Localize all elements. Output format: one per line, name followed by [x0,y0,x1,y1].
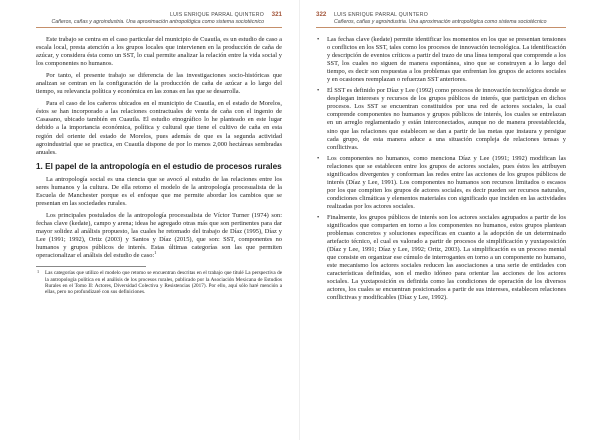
footnote-reference[interactable]: 1 [154,249,157,255]
bullet-icon: • [317,213,320,221]
footnote-text: Las categorías que utilizo el modelo que retomo se encuentran descritas en el trabajo que titulé La perspectiva de la antropología política en el análisis de los procesos rurales, publicado por la Asociación Mexicana de Estudios Rurales en el Tomo II: Actores, Diversidad Colectiva y Resistencias (2017). Por ello, aquí sólo haré mención a ellas, pero no profundizaré con sus definiciones. [45,270,282,296]
bullet-item [316,87,566,151]
bullet-text: Los componentes no humanos, como menciona Díaz y Lee (1991; 1992) modifican las relaciones que se establecen entre los grupos de actores sociales, pues éstos les atribuyen significados divergentes y conforman las redes entre las acciones de los grupos públicos de interés (Díaz y Lee, 1991). Los componentes no humanos son recursos limitados o escasos por los que compiten los grupos de actores sociales, es decir pueden ser recursos naturales, condiciones climáticas y elementos materiales con significado que inciden en las actividades realizadas por los actores sociales. [327,154,566,210]
footnote-rule [36,266,146,267]
body-paragraph: La antropología social es una ciencia que se avocó al estudio de las relaciones entre los seres humanos y la cultura. De ella retomo el modelo de la antropología procesualista de la Escuela de Manchester porque es el enfoque que me permite abordar los cambios que se presentan en las sociedades rurales. [36,175,282,207]
bullet-item [316,214,566,303]
running-header [36,12,282,36]
footnote [36,270,282,296]
bullet-item [316,155,566,211]
bullet-icon: • [317,154,320,162]
header-author: LUIS ENRIQUE PARRAL QUINTERO [334,12,429,18]
right-page [300,0,600,440]
running-header [316,12,566,36]
page-number: 321 [271,11,282,18]
bullet-list [316,36,566,303]
bullet-icon: • [317,87,320,95]
header-rule [316,27,566,28]
paragraph-text: Los principales postulados de la antropología procesualista de Víctor Turner (1974) son: fechas clave (kedate), campo y arena; ideas he agregado otras más que son pertinentes para dar mayor solidez al análisis propuesto, las cuales he retomado del trabajo de Díaz (1995), Díaz y Lee (1991; 1992), Ortiz (2003) y Santos y Díaz (2015), que son: SST, componentes no humanos y grupos públicos de interés. Estas últimas categorías son las que permiten operacionalizar el análisis del estudio de caso: [36,211,282,260]
bullet-item [316,36,566,84]
header-author: LUIS ENRIQUE PARRAL QUINTERO [169,12,264,18]
body-paragraph: Este trabajo se centra en el caso particular del municipio de Cuautla, es un estudio de caso a escala local, presta atención a los grupos locales que intervienen en la producción de caña de azúcar, y considera ésta como un SST, lo cual permite analizar la relación entre la vida social y los componentes no humanos. [36,36,282,68]
bullet-text: Las fechas clave (kedate) permite identificar los momentos en los que se presentan tensiones o conflictos en los SST, tales como los procesos de innovación tecnológica. La identificación y descripción de eventos críticos a partir del trazo de una línea temporal que comprende a los SST, los cuales no siguen de manera espontánea, sino que se construyen a lo largo del tiempo, es decir son respuestas a los problemas que enfrentan los grupos de actores sociales y en ocasiones reemplazan o refuerzan SST anteriores. [327,36,566,84]
bullet-text: Finalmente, los grupos públicos de interés son los actores sociales agrupados a partir de los significados que comparten en torno a los componentes no humanos, estos grupos plantean problemas concretos y soluciones específicas en cuanto a la adopción de un determinado artefacto técnico, el cual es valorado a partir de procesos de simplificación y yuxtaposición (Díaz y Lee, 1991; Díaz y Lee, 1992; Ortiz, 2003). La simplificación es un proceso mental que consiste en organizar ese cúmulo de interrogantes en torno a un componente no humano, este mecanismo los actores sociales reducen las asociaciones a una serie de entidades con características definidas, son el medio idóneo para orientar las acciones de los actores sociales. La yuxtaposición es definida como las condiciones de operación de los diversos actores, los cuales se encuentran posicionados a partir de sus intereses, establecen relaciones conflictivas y modificables (Díaz y Lee, 1992). [327,213,566,302]
footnote-mark: 1 [37,269,40,275]
bullet-icon: • [317,36,320,43]
body-paragraph: Por tanto, el presente trabajo se diferencia de las investigaciones socio-históricas que analizan se centran en la configuración de la producción de caña de azúcar a lo largo del tiempo, su relevancia política y económica en las zonas en las que se desarrolla. [36,72,282,96]
bullet-text: El SST es definido por Díaz y Lee (1992) como procesos de innovación tecnológica donde se despliegan intereses y recursos de los grupos públicos de interés, que participan en dichos procesos. Los SST se encuentran constituidos por una red de actores sociales, la cual comprende componentes no humanos y grupos públicos de interés, los cuales se entrelazan en un arreglo reglamentado y están interconectados, aunque no de manera preestablecida, sino que las relaciones que establecen se dan a partir de las metas que instaura y persigue cada grupo, de esta manera aduce a una situación compleja de relaciones tensas y conflictivas. [327,87,566,151]
page-number: 322 [316,11,327,18]
header-rule [36,27,282,28]
body-paragraph: Para el caso de los cañeros ubicados en el municipio de Cuautla, en el estado de Morelos, éstos se han incorporado a las relaciones contractuales de venta de caña con el ingenio de Casasano, ubicado también en Cuautla. El estudio etnográfico lo he planteado en este lugar debido a la importancia económica, política y cultural que tiene el cultivo de caña en esta región del oriente del estado de Morelos, pues además de que es la segunda actividad agroindustrial que se practica, en Cuautla dispone de por lo menos 2,000 hectáreas sembradas anuales. [36,100,282,156]
section-heading: 1. El papel de la antropología en el estudio de procesos rurales [36,161,282,171]
header-title: Cañeros, cañas y agroindustria. Una aproximación antropológica como sistema sociotécnico [51,18,264,25]
header-title: Cañeros, cañas y agroindustria. Una aproximación antropológica como sistema sociotécnico [334,18,547,25]
body-paragraph [36,212,282,260]
